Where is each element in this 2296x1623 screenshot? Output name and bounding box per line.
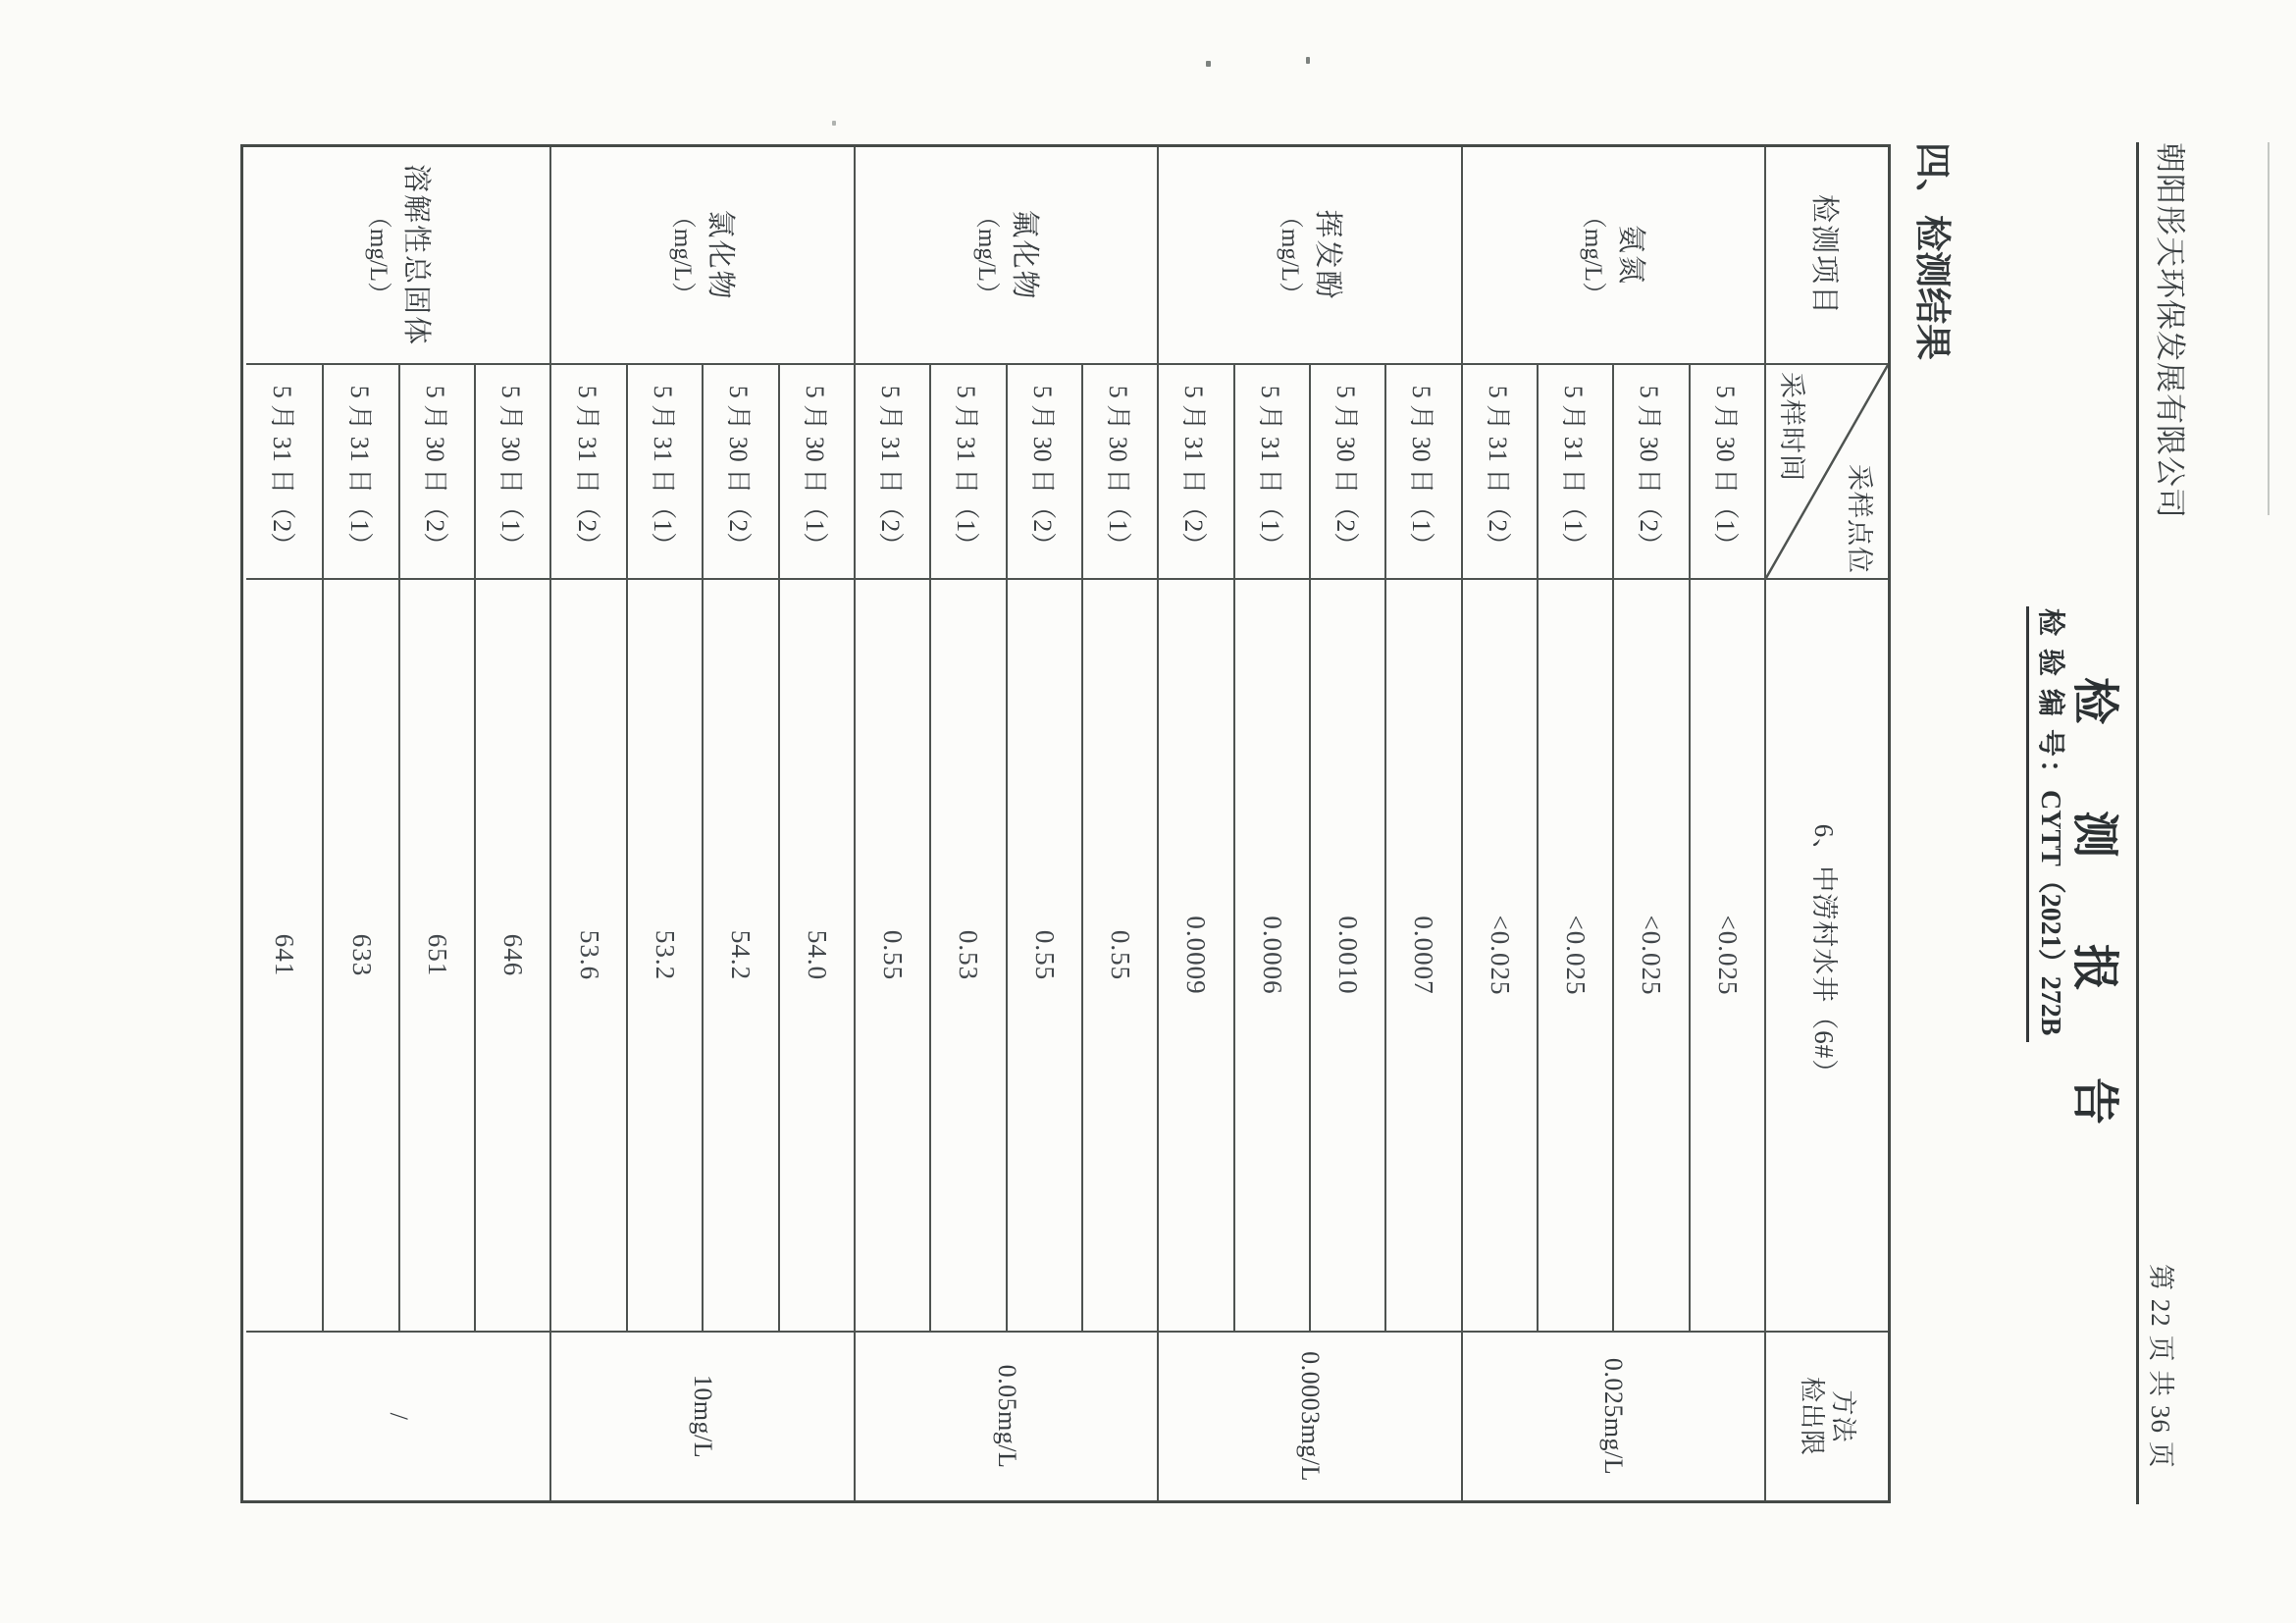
detection-limit-label: 检出限 (1798, 1376, 1826, 1456)
value-cell: <0.025 (1689, 580, 1764, 1333)
date-cell: 5 月 30 日（1） (474, 365, 549, 580)
date-cell: 5 月 31 日（2） (246, 365, 322, 580)
page-number: 第 22 页 共 36 页 (2146, 1264, 2175, 1469)
item-name: 氯化物 (704, 209, 737, 301)
report-title: 检 测 报 告 (2068, 677, 2120, 1163)
value-cell: 0.0006 (1233, 580, 1309, 1333)
value-cell: <0.025 (1461, 580, 1537, 1333)
date-cell: 5 月 31 日（2） (550, 365, 626, 580)
value-cell: 646 (474, 580, 549, 1333)
value-cell: 53.2 (626, 580, 702, 1333)
date-cell: 5 月 30 日（1） (1689, 365, 1764, 580)
date-cell: 5 月 31 日（1） (1537, 365, 1612, 580)
company-header: 朝阳彤天环保发展有限公司 (2153, 142, 2187, 519)
value-cell: 53.6 (550, 580, 626, 1333)
date-cell: 5 月 31 日（2） (854, 365, 929, 580)
item-cell (854, 147, 1157, 365)
item-unit: （mg/L） (669, 203, 697, 307)
report-number-label: 检 验 编 号： (2035, 608, 2065, 791)
limit-cell: 10mg/L (550, 1333, 854, 1500)
item-unit: （mg/L） (1277, 203, 1304, 307)
value-cell: 0.0009 (1157, 580, 1232, 1333)
limit-cell: 0.025mg/L (1461, 1333, 1764, 1500)
scan-artifact-line (2268, 142, 2270, 515)
item-name: 溶解性总固体 (399, 163, 432, 346)
value-cell: 54.0 (778, 580, 854, 1333)
item-cell (550, 147, 854, 365)
item-name: 挥发酚 (1312, 209, 1344, 301)
scan-speck (1206, 61, 1211, 67)
value-cell: 633 (322, 580, 397, 1333)
date-cell: 5 月 30 日（1） (1384, 365, 1460, 580)
value-cell: 54.2 (702, 580, 777, 1333)
header-rule (2136, 142, 2139, 1504)
scan-speck (1306, 57, 1310, 64)
col-header-sampling (1764, 365, 1888, 580)
scan-speck (832, 121, 836, 126)
value-cell: 0.53 (929, 580, 1005, 1333)
limit-cell: 0.05mg/L (854, 1333, 1157, 1500)
date-cell: 5 月 30 日（2） (702, 365, 777, 580)
value-cell: 0.55 (1006, 580, 1081, 1333)
date-cell: 5 月 30 日（2） (1612, 365, 1688, 580)
section-heading: 四、检测结果 (1912, 142, 1953, 360)
date-cell: 5 月 30 日（2） (1006, 365, 1081, 580)
results-table (240, 144, 1891, 1503)
date-cell: 5 月 31 日（1） (929, 365, 1005, 580)
value-cell: 641 (246, 580, 322, 1333)
col-header-method-limit (1764, 1333, 1888, 1500)
value-cell: 0.0010 (1309, 580, 1384, 1333)
method-label: 方法 (1829, 1389, 1858, 1443)
report-number-value: CYTT（2021）272B (2035, 790, 2065, 1036)
date-cell: 5 月 31 日（1） (1233, 365, 1309, 580)
value-cell: <0.025 (1537, 580, 1612, 1333)
value-cell: 0.55 (854, 580, 929, 1333)
item-unit: （mg/L） (972, 203, 1000, 307)
date-cell: 5 月 30 日（1） (1081, 365, 1157, 580)
date-cell: 5 月 31 日（1） (322, 365, 397, 580)
value-cell: 0.55 (1081, 580, 1157, 1333)
col-header-location: 6、中涝村水井（6#） (1764, 580, 1888, 1333)
date-cell: 5 月 30 日（1） (778, 365, 854, 580)
report-number (2026, 606, 2072, 1042)
item-cell (1461, 147, 1764, 365)
col-header-item: 检测项目 (1764, 147, 1888, 365)
item-cell (1157, 147, 1460, 365)
value-cell: <0.025 (1612, 580, 1688, 1333)
sampling-time-label: 采样时间 (1777, 372, 1806, 482)
date-cell: 5 月 31 日（2） (1461, 365, 1537, 580)
item-name: 氟化物 (1008, 209, 1040, 301)
item-cell (246, 147, 549, 365)
item-name: 氨氮 (1615, 224, 1647, 286)
limit-cell: 0.0003mg/L (1157, 1333, 1460, 1500)
item-unit: （mg/L） (364, 203, 391, 307)
date-cell: 5 月 30 日（2） (1309, 365, 1384, 580)
date-cell: 5 月 31 日（1） (626, 365, 702, 580)
date-cell: 5 月 30 日（2） (398, 365, 474, 580)
item-unit: （mg/L） (1580, 203, 1607, 307)
value-cell: 651 (398, 580, 474, 1333)
date-cell: 5 月 31 日（2） (1157, 365, 1232, 580)
sampling-point-label: 采样点位 (1845, 464, 1874, 574)
limit-cell: / (384, 1412, 413, 1421)
value-cell: 0.0007 (1384, 580, 1460, 1333)
